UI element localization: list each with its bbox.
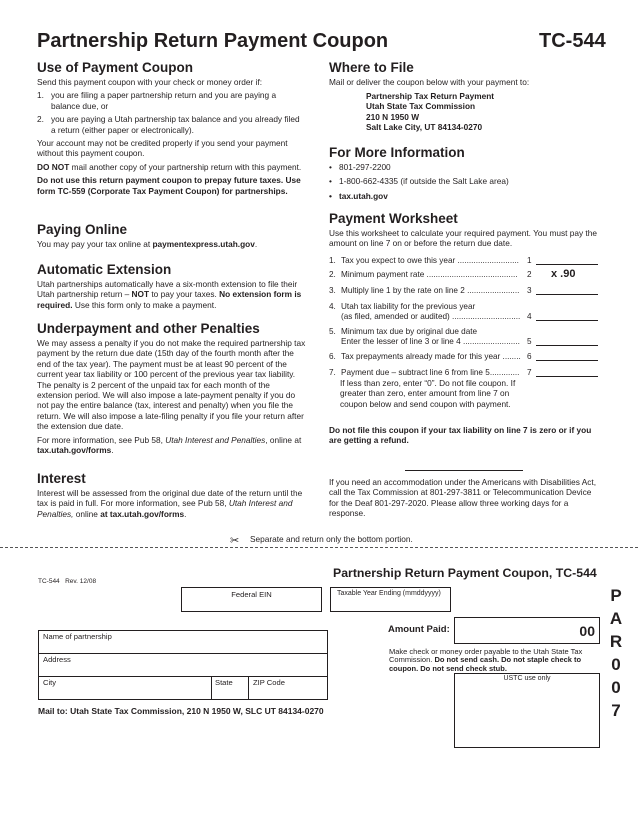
zip-field[interactable]: ZIP Code xyxy=(253,678,285,687)
info-heading: For More Information xyxy=(329,145,465,160)
mailing-address: Partnership Tax Return Payment Utah State Tax Commission 210 N 1950 W Salt Lake City, UT 84134-0270 xyxy=(366,91,495,133)
info-phone-1: • 801-297-2200 xyxy=(329,162,391,172)
use-credit: Your account may not be credited properly if you send your payment without this payment coupon. xyxy=(37,138,288,159)
worksheet-line-1-input[interactable] xyxy=(536,256,598,265)
where-heading: Where to File xyxy=(329,60,414,75)
worksheet-line-6-input[interactable] xyxy=(536,352,598,361)
address-field[interactable]: Address xyxy=(43,655,71,664)
amount-cents: 00 xyxy=(579,623,595,639)
use-item-1: 1. you are filing a paper partnership return and you are paying a balance due, or xyxy=(37,90,277,111)
state-field[interactable]: State xyxy=(215,678,233,687)
online-text: You may pay your tax online at paymentexpress.utah.gov. xyxy=(37,239,258,249)
use-intro: Send this payment coupon with your check or money order if: xyxy=(37,77,263,87)
info-phone-2: • 1-800-662-4335 (if outside the Salt Lake area) xyxy=(329,176,509,187)
minimum-rate-value: x .90 xyxy=(551,268,576,280)
donot-file-note: Do not file this coupon if your tax liability on line 7 is zero or if you are getting a refund. xyxy=(329,425,592,446)
use-item-2: 2. you are paying a Utah partnership tax balance and you already filed a return (either paper or electronically). xyxy=(37,114,300,135)
cut-line xyxy=(0,547,638,548)
ustc-use-box: USTC use only xyxy=(454,673,600,748)
worksheet-line-7-input[interactable] xyxy=(536,368,598,377)
city-field[interactable]: City xyxy=(43,678,57,687)
federal-ein-field[interactable]: Federal EIN xyxy=(181,587,322,612)
worksheet-line-3-input[interactable] xyxy=(536,286,598,295)
side-code-letter: P xyxy=(610,586,622,605)
amount-paid-label: Amount Paid: xyxy=(388,624,450,635)
side-code-letter: R xyxy=(609,632,623,651)
signature-divider xyxy=(405,470,523,471)
worksheet-line-4-input[interactable] xyxy=(536,312,598,321)
penalties-more: For more information, see Pub 58, Utah Interest and Penalties, online at tax.utah.gov/forms. xyxy=(37,434,302,456)
partnership-name-field[interactable]: Name of partnership xyxy=(43,632,112,641)
penalties-text: We may assess a penalty if you do not make the required partnership tax payment by the return due date (15th day of the fourth month after the end of the tax year). The payment must be at least 90 percent of the current year tax liability or 100 percent of the previous year tax liability. The penalty is 2 percent of the unpaid tax for each month of the extension period. We will also impose a late-payment penalty if you do not pay the entire balance (tax, interest and penalty) when you file the return. We will also impose a late-filing penalty if you file your return after the extension due date. For more information, see Pub 58, Utah Interest and Penalties, online at tax.utah.gov/forms. xyxy=(37,338,306,456)
interest-text: Interest will be assessed from the original due date of the return until the tax is paid in full. For more information, see Pub 58, Utah Interest and Penalties, online at tax.utah.gov/forms. xyxy=(37,488,303,519)
where-intro: Mail or deliver the coupon below with your payment to: xyxy=(329,77,530,87)
separate-instruction: Separate and return only the bottom portion. xyxy=(250,534,413,544)
extension-heading: Automatic Extension xyxy=(37,262,172,277)
worksheet-heading: Payment Worksheet xyxy=(329,211,458,226)
interest-url[interactable]: at tax.utah.gov/forms xyxy=(100,508,185,519)
page-title: Partnership Return Payment Coupon xyxy=(37,30,389,52)
use-donot: DO NOT mail another copy of your partnership return with this payment. xyxy=(37,161,302,172)
scissors-icon: ✂ xyxy=(230,535,240,547)
use-prepay: Do not use this return payment coupon to prepay future taxes. Use form TC-559 (Corporate Tax Payment Coupon) for partnerships. xyxy=(37,175,301,196)
worksheet-line-5-input[interactable] xyxy=(536,337,598,346)
side-code-letter: 0 xyxy=(611,655,621,674)
use-section xyxy=(37,77,305,196)
online-url[interactable]: paymentexpress.utah.gov xyxy=(152,239,255,249)
worksheet-row-7-note: If less than zero, enter “0”. Do not file coupon. If greater than zero, enter amount from line 7 on coupon below and send coupon with payment. xyxy=(340,378,516,409)
form-code: TC-544 xyxy=(539,30,606,52)
online-heading: Paying Online xyxy=(37,222,128,237)
coupon-form-id: TC-544 Rev. 12/08 xyxy=(38,578,97,585)
extension-text: Utah partnerships automatically have a six-month extension to file their Utah partnership return – NOT to pay your taxes. No extension form is required. Use this form only to make a payment. xyxy=(37,279,302,310)
info-list xyxy=(329,162,599,201)
interest-heading: Interest xyxy=(37,471,86,486)
coupon-title: Partnership Return Payment Coupon, TC-544 xyxy=(333,566,597,580)
amount-paid-field[interactable] xyxy=(454,617,600,644)
side-code-letter: A xyxy=(609,609,623,628)
use-heading: Use of Payment Coupon xyxy=(37,60,194,75)
ada-notice: If you need an accommodation under the Americans with Disabilities Act, call the Tax Commission at 801-297-3811 or Telecommunication Device for the Deaf 801-297-2020. Please allow three working days for a response. xyxy=(329,477,597,519)
penalties-url[interactable]: tax.utah.gov/forms xyxy=(37,445,112,456)
side-code-letter: 0 xyxy=(611,678,621,697)
penalties-heading: Underpayment and other Penalties xyxy=(37,321,260,336)
taxable-year-field[interactable]: Taxable Year Ending (mmddyyyy) xyxy=(330,587,451,612)
worksheet-intro: Use this worksheet to calculate your required payment. You must pay the amount on line 7 on or before the return due date. xyxy=(329,228,597,249)
payable-note: Make check or money order payable to the Utah State Tax Commission. Do not send cash. Do not staple check to coupon. Do not send check stub. xyxy=(389,647,583,673)
side-code-letter: 7 xyxy=(611,701,621,720)
mail-to-address: Mail to: Utah State Tax Commission, 210 N 1950 W, SLC UT 84134-0270 xyxy=(38,706,324,716)
info-site[interactable]: • tax.utah.gov xyxy=(329,190,388,201)
